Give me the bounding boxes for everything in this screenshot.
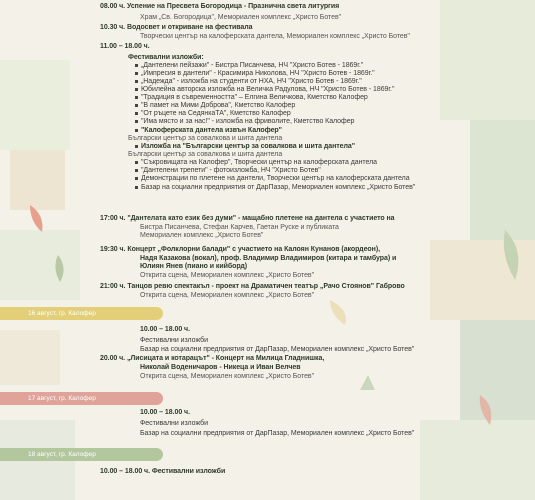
program-entry-text — [135, 86, 394, 94]
program-entry-text — [135, 175, 410, 183]
line-text: 10.00 – 18.00 ч. — [140, 409, 190, 416]
program-entry-text — [140, 430, 414, 438]
line-text: Храм „Св. Богородица", Мемориален комплекс „Христо Ботев" — [140, 14, 342, 21]
line-text: 20.00 ч. „Лисицата и котарацът" - Концерт на Милица Гладнишка, — [100, 355, 325, 362]
line-text: 10.30 ч. Водосвет и откриване на фестивала — [100, 24, 253, 31]
line-text: „Импресия в дантели" - Красимира Николова, НЧ "Христо Ботев - 1869г." — [141, 70, 375, 77]
line-text: Открита сцена, Мемориален комплекс „Христо Ботев" — [140, 373, 315, 380]
program-entry-text — [140, 33, 410, 41]
program-entry-text — [135, 78, 362, 86]
program-entry-text — [135, 159, 377, 167]
program-entry-heading — [135, 143, 355, 151]
bullet-icon — [135, 96, 138, 99]
program-entry-text — [140, 420, 208, 428]
line-text: "Има място и за нас!" - изложба на фриволите, Кметство Калофер — [141, 118, 355, 125]
program-entry-text — [135, 70, 375, 78]
program-entry-heading — [100, 246, 380, 254]
program-entry-text — [135, 94, 368, 102]
line-text: 17 август, гр. Калофер — [28, 395, 96, 402]
line-text: „Дантелени пейзажи" - Бистра Писанчева, НЧ "Христо Ботев - 1869г." — [141, 62, 364, 69]
bullet-icon — [135, 120, 138, 123]
program-entry-heading — [100, 468, 225, 476]
date-banner — [0, 307, 163, 320]
line-text: Фестивални изложби — [140, 337, 208, 344]
line-text: Български център за совалкова и шита дантела — [128, 151, 283, 158]
program-entry-heading — [100, 43, 150, 51]
line-text: "От ръцете на СедянкаТА", Кметство Калофер — [141, 110, 291, 117]
bullet-icon — [135, 104, 138, 107]
line-text: "Дантелени трепети" - фотоизложба, НЧ "Христо Ботев" — [141, 167, 321, 174]
line-text: Бистра Писанчева, Стефан Карчев, Гаетан Руске и публиката — [140, 224, 339, 231]
bullet-icon — [135, 186, 138, 189]
program-entry-heading — [100, 3, 339, 11]
program-entry-heading — [140, 263, 247, 271]
line-text: 10.00 – 18.00 ч. Фестивални изложби — [100, 468, 226, 475]
program-entry-text — [135, 167, 321, 175]
line-text: Демонстрации по плетене на дантели, Творчески център на калоферската дантела — [141, 175, 410, 182]
program-entry-text — [140, 373, 314, 381]
line-text: 08.00 ч. Успение на Пресвета Богородица - Празнична света литургия — [100, 3, 340, 10]
program-entry-text — [140, 337, 208, 345]
program-entry-heading — [140, 326, 190, 334]
line-text: Николай Воденичаров - Никеца и Иван Велчев — [140, 364, 301, 371]
line-text: 10.00 – 18.00 ч. — [140, 326, 190, 333]
program-entry-text — [135, 184, 415, 192]
program-entry-text — [135, 102, 295, 110]
program-entry-text — [128, 135, 282, 143]
line-text: 16 август, гр. Калофер — [28, 310, 96, 317]
line-text: Базар на социални предприятия от ДарПазар, Мемориален комплекс „Христо Ботев" — [140, 346, 415, 353]
bullet-icon — [135, 169, 138, 172]
program-entry-heading — [100, 355, 324, 363]
program-entry-text — [128, 151, 282, 159]
program-entry-text — [140, 272, 314, 280]
bullet-icon — [135, 129, 138, 132]
bullet-icon — [135, 64, 138, 67]
bullet-icon — [135, 177, 138, 180]
line-text: "Калоферската дантела извън Калофер" — [141, 127, 282, 134]
program-entry-heading — [100, 24, 252, 32]
line-text: "Традиция в съвременността" – Елгина Величкова, Кметство Калофер — [141, 94, 368, 101]
line-text: Надя Казакова (вокал), проф. Владимир Владимиров (китара и тамбура) и — [140, 255, 397, 262]
line-text: Открита сцена, Мемориален комплекс „Христо Ботев" — [140, 272, 315, 279]
date-banner — [0, 392, 163, 405]
line-text: „Надежда" - изложба на студенти от НХА, НЧ "Христо Ботев - 1869г." — [141, 78, 362, 85]
program-entry-heading — [100, 283, 405, 291]
line-text: 18 август, гр. Калофер — [28, 451, 96, 458]
program-entry-heading — [140, 409, 190, 417]
line-text: Мемориален комплекс „Христо Ботев" — [140, 232, 264, 239]
line-text: Творчески център на калоферската дантела, Мемориален комплекс „Христо Ботев" — [140, 33, 410, 40]
program-entry-text — [140, 346, 414, 354]
line-text: Юбилейна авторска изложба на Величка Радулова, НЧ "Христо Ботев - 1869г." — [141, 86, 395, 93]
line-text: Фестивални изложби — [140, 420, 208, 427]
line-text: Базар на социални предприятия от ДарПазар, Мемориален комплекс „Христо Ботев" — [141, 184, 416, 191]
date-banner — [0, 448, 163, 461]
program-entry-text — [135, 110, 291, 118]
program-entry-text — [140, 14, 341, 22]
program-entry-text — [140, 292, 314, 300]
line-text: Юлиян Янев (пиано и кийборд) — [140, 263, 248, 270]
line-text: 17:00 ч. "Дантелата като език без думи" - мащабно плетене на дантела с участието на — [100, 215, 395, 222]
line-text: Изложба на "Български център за совалкова и шита дантела" — [141, 143, 355, 150]
program-entry-heading — [140, 364, 301, 372]
bullet-icon — [135, 72, 138, 75]
bullet-icon — [135, 80, 138, 83]
program-entry-text — [135, 118, 354, 126]
bullet-icon — [135, 145, 138, 148]
line-text: "Съкровищата на Калофер", Творчески център на калоферската дантела — [141, 159, 377, 166]
program-entry-heading — [140, 255, 396, 263]
line-text: Базар на социални предприятия от ДарПазар, Мемориален комплекс „Христо Ботев" — [140, 430, 415, 437]
line-text: Открита сцена, Мемориален комплекс „Христо Ботев" — [140, 292, 315, 299]
line-text: 21:00 ч. Танцов ревю спектакъл - проект на Драматичен театър „Рачо Стоянов" Габрово — [100, 283, 405, 290]
program-entry-heading — [135, 127, 282, 135]
bullet-icon — [135, 161, 138, 164]
program-entry-heading — [128, 54, 204, 62]
program-entry-heading — [100, 215, 395, 223]
bullet-icon — [135, 112, 138, 115]
program-entry-text — [140, 224, 339, 232]
program-entry-text — [135, 62, 363, 70]
line-text: "В памет на Мими Доброва", Кметство Калофер — [141, 102, 296, 109]
program-entry-text — [140, 232, 263, 240]
line-text: 11.00 – 18.00 ч. — [100, 43, 150, 50]
line-text: 19:30 ч. Концерт „Фолклорни балади" с участието на Калоян Кунанов (акордеон), — [100, 246, 380, 253]
line-text: Фестивални изложби: — [128, 54, 204, 61]
bullet-icon — [135, 88, 138, 91]
line-text: Български център за совалкова и шита дантела — [128, 135, 283, 142]
